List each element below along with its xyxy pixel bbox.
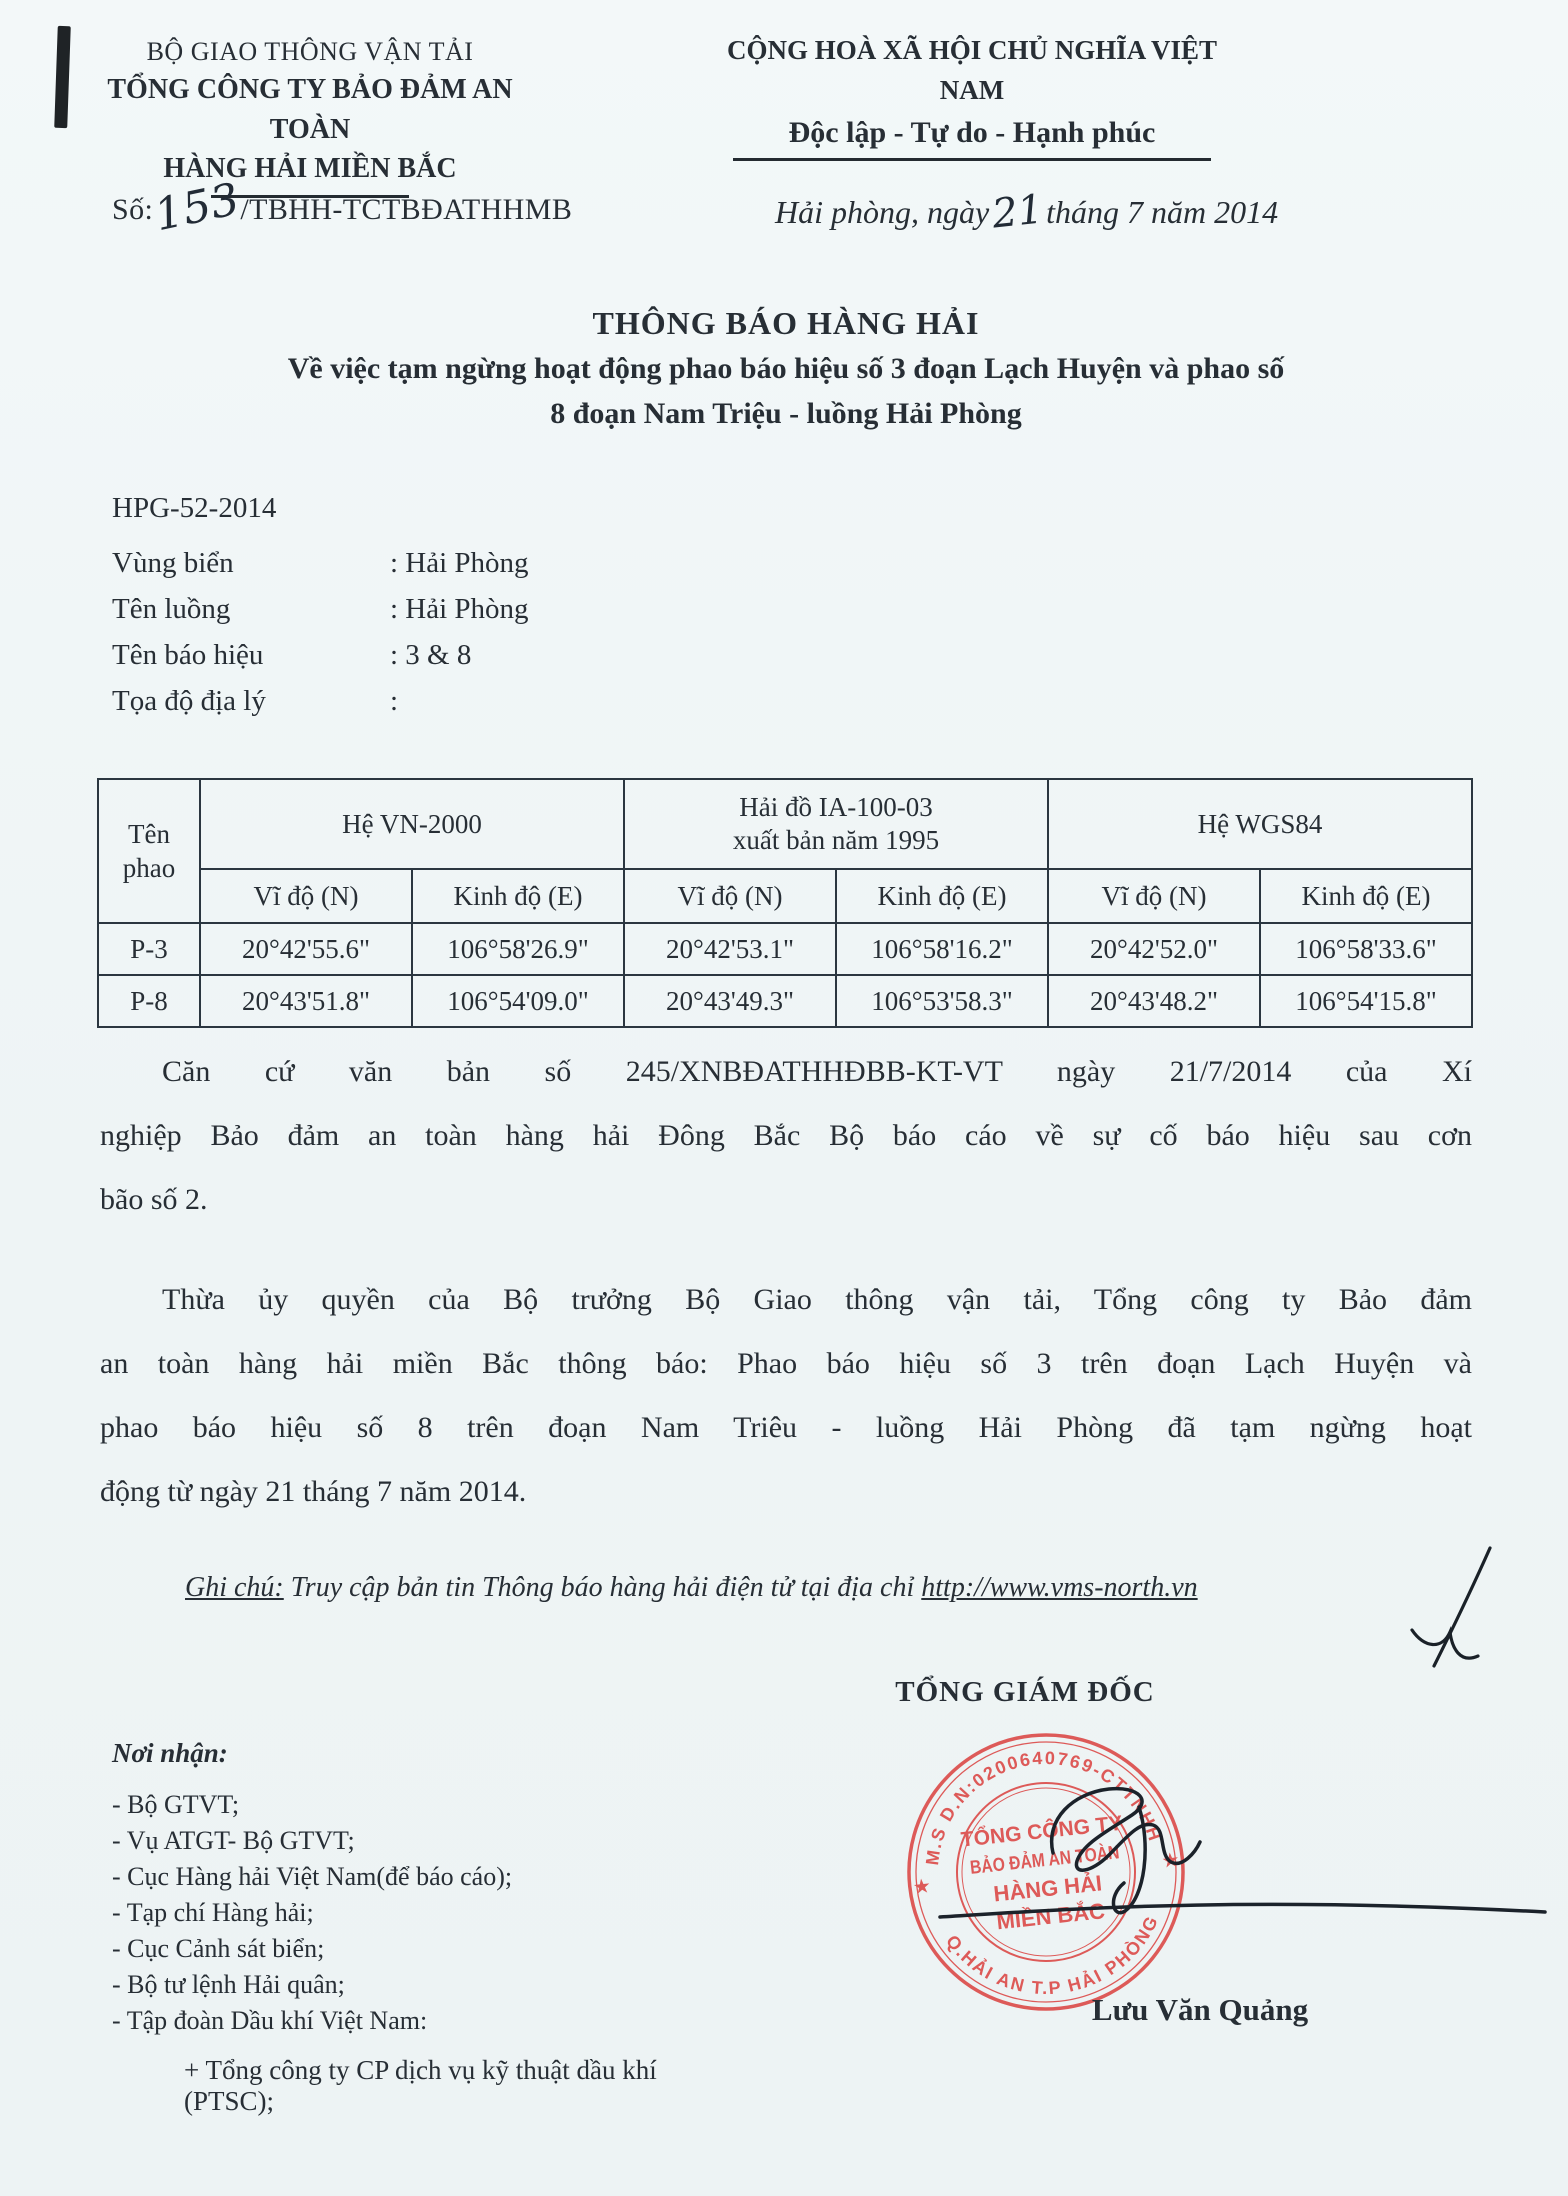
stamp-center-line3: HÀNG HẢI xyxy=(992,1870,1104,1907)
header-right-divider xyxy=(733,158,1211,161)
field-row-sea-area xyxy=(112,540,529,586)
coordinate-cell: 20°43'49.3" xyxy=(624,975,836,1027)
country-name: CỘNG HOÀ XÃ HỘI CHỦ NGHĨA VIỆT NAM xyxy=(726,35,1218,105)
stamp-center-line4: MIỀN BẮC xyxy=(995,1898,1107,1935)
paragraph-line: bão số 2. xyxy=(100,1183,208,1216)
handwritten-day: 21 xyxy=(990,186,1046,238)
handwritten-doc-number: 153 xyxy=(150,173,245,242)
paragraph-line: nghiệp Bảo đảm an toàn hàng hải Đông Bắc Bộ báo cáo về sự cố báo hiệu sau cơn xyxy=(100,1119,1472,1152)
title-block xyxy=(100,300,1472,436)
corporation-name-line2: HÀNG HẢI MIỀN BẮC xyxy=(163,153,457,184)
coordinate-cell: 106°58'26.9" xyxy=(412,923,624,975)
footnote-label: Ghi chú: xyxy=(185,1572,284,1603)
recipient-item: - Bộ tư lệnh Hải quân; xyxy=(112,1970,345,1999)
coordinate-cell: 20°42'52.0" xyxy=(1048,923,1260,975)
signature-flourish xyxy=(1052,1789,1200,1871)
field-label: Tọa độ địa lý xyxy=(112,684,266,717)
issuing-authority-block xyxy=(95,34,525,198)
table-row-p8 xyxy=(98,975,1472,1027)
buoy-name-cell: P-3 xyxy=(98,923,200,975)
chart-header-line2: xuất bản năm 1995 xyxy=(732,825,940,855)
info-fields xyxy=(112,540,529,724)
recipient-sub-item: + Tổng công ty CP dịch vụ kỹ thuật dầu khí (PTSC); xyxy=(184,2055,657,2116)
doc-number-prefix: Số: xyxy=(112,193,154,226)
field-value: : Hải Phòng xyxy=(390,592,529,625)
document-subtitle-line1: Về việc tạm ngừng hoạt động phao báo hiệu số 3 đoạn Lạch Huyện và phao số xyxy=(287,352,1285,385)
recipient-item: - Cục Hàng hải Việt Nam(để báo cáo); xyxy=(112,1862,513,1891)
coordinates-table xyxy=(97,778,1473,1028)
signature-tail xyxy=(940,1904,1545,1917)
paragraph-line: an toàn hàng hải miền Bắc thông báo: Phao báo hiệu số 3 trên đoạn Lạch Huyện và xyxy=(100,1347,1472,1380)
document-subtitle-line2: 8 đoạn Nam Triệu - luồng Hải Phòng xyxy=(550,397,1022,430)
coordinate-cell: 106°58'16.2" xyxy=(836,923,1048,975)
national-motto-block xyxy=(720,30,1224,161)
paraph-stroke xyxy=(1434,1548,1490,1666)
paragraph-line: Thừa ủy quyền của Bộ trưởng Bộ Giao thông vận tải, Tổng công ty Bảo đảm xyxy=(162,1283,1472,1316)
coordinate-cell: 20°43'48.2" xyxy=(1048,975,1260,1027)
buoy-name-cell: P-8 xyxy=(98,975,200,1027)
document-title: THÔNG BÁO HÀNG HẢI xyxy=(592,305,980,341)
col-group-chart xyxy=(624,779,1048,869)
field-label: Vùng biển xyxy=(112,546,234,579)
coordinate-cell: 20°43'51.8" xyxy=(200,975,412,1027)
footnote-line xyxy=(100,1572,1500,1604)
stamp-center-line2: BẢO ĐẢM AN TOÀN xyxy=(969,1838,1152,1879)
ministry-name: BỘ GIAO THÔNG VẬN TẢI xyxy=(146,37,474,66)
field-row-signal-name xyxy=(112,632,529,678)
handwritten-signature xyxy=(925,1745,1565,1965)
coordinate-cell: 20°42'53.1" xyxy=(624,923,836,975)
stamp-star-right-icon: ★ xyxy=(1160,1849,1181,1873)
recipient-item: - Tập đoàn Dầu khí Việt Nam: xyxy=(112,2006,428,2035)
corporation-name-line1: TỔNG CÔNG TY BẢO ĐẢM AN TOÀN xyxy=(107,74,513,145)
col-header-lat-wgs84: Vĩ độ (N) xyxy=(1048,869,1260,923)
col-group-vn2000: Hệ VN-2000 xyxy=(200,779,624,869)
field-value: : Hải Phòng xyxy=(390,546,529,579)
col-header-lon-wgs84: Kinh độ (E) xyxy=(1260,869,1472,923)
date-suffix: tháng 7 năm 2014 xyxy=(1046,194,1279,230)
recipient-item: - Tạp chí Hàng hải; xyxy=(112,1898,314,1927)
coordinate-cell: 106°54'15.8" xyxy=(1260,975,1472,1027)
col-header-lon-chart: Kinh độ (E) xyxy=(836,869,1048,923)
motto-line: Độc lập - Tự do - Hạnh phúc xyxy=(788,116,1156,149)
recipient-item: - Vụ ATGT- Bộ GTVT; xyxy=(112,1826,355,1855)
col-header-lon-vn2000: Kinh độ (E) xyxy=(412,869,624,923)
field-label: Tên báo hiệu xyxy=(112,638,264,671)
place-date-line xyxy=(775,186,1279,238)
field-label: Tên luồng xyxy=(112,592,231,625)
recipients-block xyxy=(112,1738,732,2117)
coordinate-cell: 106°53'58.3" xyxy=(836,975,1048,1027)
table-row-p3 xyxy=(98,923,1472,975)
handwritten-paraph-mark xyxy=(1402,1542,1502,1672)
signer-title: TỔNG GIÁM ĐỐC xyxy=(895,1676,1155,1708)
recipient-item: - Cục Cảnh sát biển; xyxy=(112,1934,325,1963)
paragraph-line: động từ ngày 21 tháng 7 năm 2014. xyxy=(100,1475,527,1508)
col-header-lat-vn2000: Vĩ độ (N) xyxy=(200,869,412,923)
paragraph-line: phao báo hiệu số 8 trên đoạn Nam Triêu - luồng Hải Phòng đã tạm ngừng hoạt xyxy=(100,1411,1472,1444)
field-value: : 3 & 8 xyxy=(390,638,472,671)
coordinate-cell: 106°54'09.0" xyxy=(412,975,624,1027)
footnote-url: http://www.vms-north.vn xyxy=(921,1572,1198,1603)
field-row-channel-name xyxy=(112,586,529,632)
date-prefix: Hải phòng, ngày xyxy=(775,194,990,230)
col-header-lat-chart: Vĩ độ (N) xyxy=(624,869,836,923)
chart-header-line1: Hải đồ IA-100-03 xyxy=(739,792,933,822)
stamp-center-line1: TỔNG CÔNG TY xyxy=(959,1811,1124,1852)
coordinate-cell: 20°42'55.6" xyxy=(200,923,412,975)
col-header-buoy-name: Tên phao xyxy=(98,779,200,923)
scan-edge-artifact xyxy=(54,26,71,128)
recipient-item: - Bộ GTVT; xyxy=(112,1790,240,1819)
field-value: : xyxy=(390,684,399,717)
paragraph-line: Căn cứ văn bản số 245/XNBĐATHHĐBB-KT-VT ngày 21/7/2014 của Xí xyxy=(162,1055,1472,1088)
stamp-star-left-icon: ★ xyxy=(911,1875,932,1899)
body-paragraph-announcement xyxy=(100,1268,1472,1524)
notice-reference-code: HPG-52-2014 xyxy=(112,492,277,524)
stamp-ring-top-text: M.S D.N:0200640769-CTTNHH xyxy=(921,1747,1166,1867)
stamp-ring-bottom-text: Q.HẢI AN T.P HẢI PHÒNG xyxy=(941,1911,1163,1999)
coordinate-cell: 106°58'33.6" xyxy=(1260,923,1472,975)
body-paragraph-basis xyxy=(100,1040,1472,1232)
signer-name: Lưu Văn Quảng xyxy=(1091,1992,1309,2027)
document-number-line xyxy=(112,173,573,242)
doc-number-suffix: /TBHH-TCTBĐATHHMB xyxy=(240,193,573,226)
field-row-coordinates xyxy=(112,678,529,724)
recipients-label: Nơi nhận: xyxy=(112,1738,228,1768)
footnote-text: Truy cập bản tin Thông báo hàng hải điện tử tại địa chỉ xyxy=(283,1572,922,1603)
col-group-wgs84: Hệ WGS84 xyxy=(1048,779,1472,869)
